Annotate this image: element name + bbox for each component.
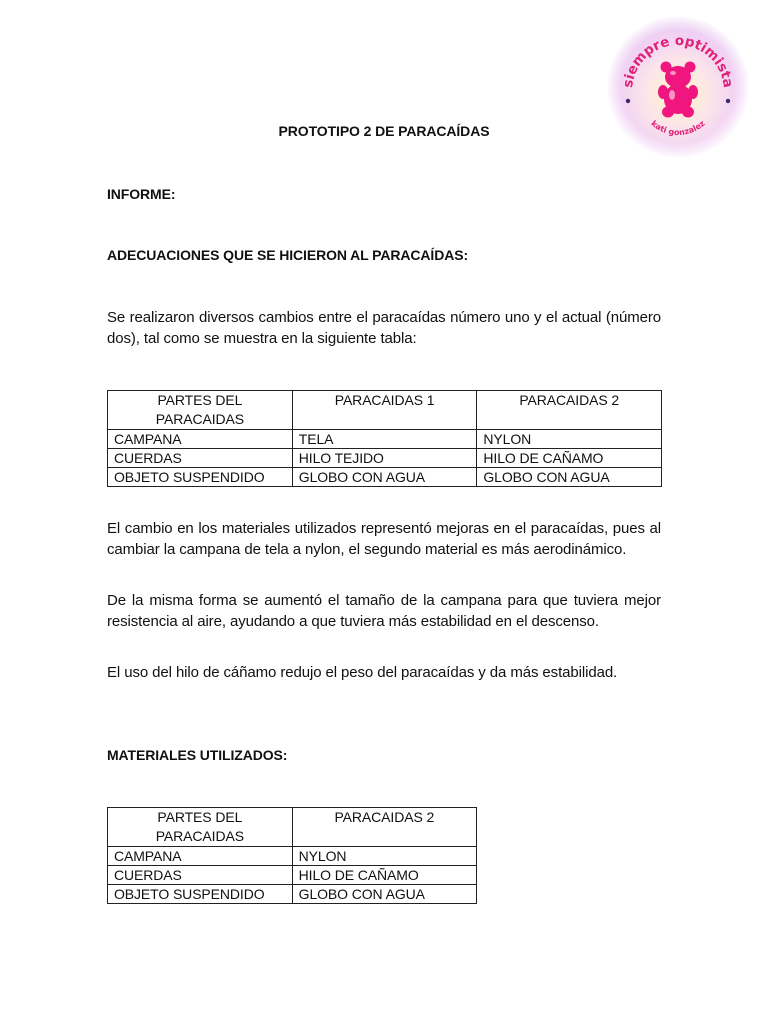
table-cell: CUERDAS	[108, 449, 293, 468]
table-row	[108, 449, 662, 468]
paragraph-3: El uso del hilo de cáñamo redujo el peso del paracaídas y da más estabilidad.	[107, 664, 618, 681]
paragraph-2: De la misma forma se aumentó el tamaño de la campana para que tuviera mejor resistencia al aire, ayudando a que tuviera más estabilidad en el descenso.	[107, 592, 661, 630]
table-cell: GLOBO CON AGUA	[477, 468, 662, 487]
table-header-row	[108, 808, 477, 847]
heading-informe: INFORME:	[107, 186, 176, 202]
heading-materiales: MATERIALES UTILIZADOS:	[107, 747, 288, 763]
table-cell: HILO DE CAÑAMO	[477, 449, 662, 468]
badge-bottom-text: kati gonzalez	[649, 118, 707, 138]
table-cell: CAMPANA	[108, 847, 293, 866]
table-cell: HILO TEJIDO	[292, 449, 477, 468]
document-title: PROTOTIPO 2 DE PARACAÍDAS	[278, 123, 490, 139]
table-cell: HILO DE CAÑAMO	[292, 866, 476, 885]
heading-adecuaciones: ADECUACIONES QUE SE HICIERON AL PARACAÍDAS:	[107, 247, 469, 263]
table-row	[108, 468, 662, 487]
badge-dot-left	[626, 99, 630, 103]
table-cell: CAMPANA	[108, 430, 293, 449]
table-header-cell: PARTES DEL PARACAIDAS	[108, 808, 293, 847]
table-cell: GLOBO CON AGUA	[292, 885, 476, 904]
table-row	[108, 866, 477, 885]
table-header-cell: PARACAIDAS 2	[477, 391, 662, 430]
table-cell: GLOBO CON AGUA	[292, 468, 477, 487]
intro-paragraph: Se realizaron diversos cambios entre el paracaídas número uno y el actual (número dos), tal como se muestra en la siguiente tabla:	[107, 309, 661, 347]
table-cell: NYLON	[292, 847, 476, 866]
materials-table	[107, 807, 477, 904]
table-header-cell: PARACAIDAS 1	[292, 391, 477, 430]
table-header-cell: PARACAIDAS 2	[292, 808, 476, 847]
table-cell: CUERDAS	[108, 866, 293, 885]
badge-top-text: siempre optimista	[620, 32, 736, 89]
table-row	[108, 847, 477, 866]
badge-dot-right	[726, 99, 730, 103]
table-cell: OBJETO SUSPENDIDO	[108, 468, 293, 487]
table-cell: OBJETO SUSPENDIDO	[108, 885, 293, 904]
table-cell: TELA	[292, 430, 477, 449]
gummy-bear-icon	[658, 62, 698, 118]
table-row	[108, 885, 477, 904]
paragraph-1: El cambio en los materiales utilizados representó mejoras en el paracaídas, pues al cambiar la campana de tela a nylon, el segundo material es más aerodinámico.	[107, 520, 661, 558]
table-header-cell: PARTES DEL PARACAIDAS	[108, 391, 293, 430]
table-header-row	[108, 391, 662, 430]
comparison-table	[107, 390, 662, 487]
table-row	[108, 430, 662, 449]
table-cell: NYLON	[477, 430, 662, 449]
